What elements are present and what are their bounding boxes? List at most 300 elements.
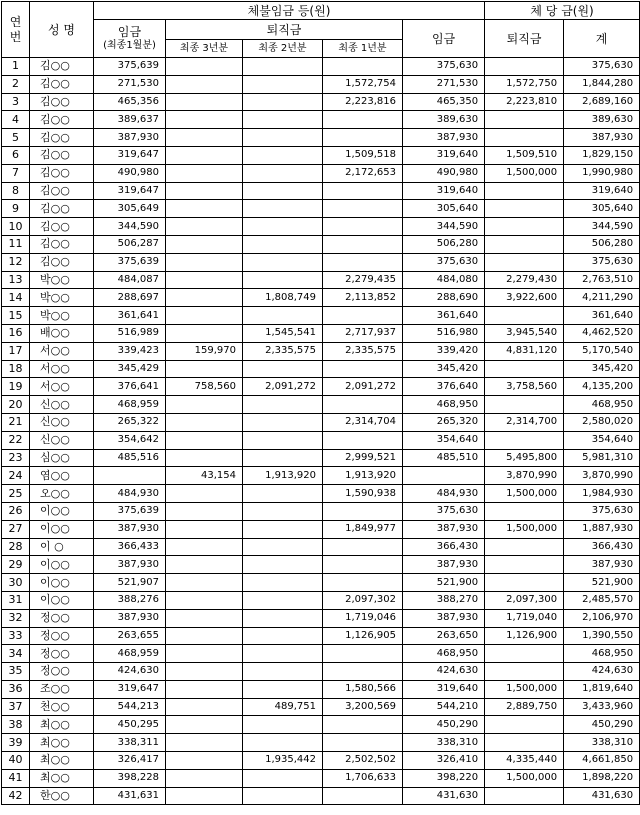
cell-name: 한○○ [30,787,94,805]
cell-paid-total: 345,420 [564,360,640,378]
cell-paid-wage: 375,630 [403,253,485,271]
table-row [2,431,640,449]
cell-sev3 [166,502,243,520]
cell-name: 조○○ [30,680,94,698]
cell-sev1 [323,111,403,129]
cell-sev1 [323,556,403,574]
cell-sev2 [243,307,323,325]
cell-no: 31 [2,591,30,609]
cell-paid-wage: 339,420 [403,342,485,360]
cell-paid-total: 344,590 [564,218,640,236]
cell-paid-wage: 319,640 [403,680,485,698]
cell-paid-wage: 387,930 [403,609,485,627]
cell-paid-total: 521,900 [564,574,640,592]
cell-sev1 [323,502,403,520]
cell-paid-severance [485,200,564,218]
cell-paid-wage: 305,640 [403,200,485,218]
table-row [2,396,640,414]
cell-paid-severance: 1,500,000 [485,520,564,538]
cell-name: 이○○ [30,556,94,574]
cell-paid-severance: 1,126,900 [485,627,564,645]
cell-sev1: 1,913,920 [323,467,403,485]
cell-no: 41 [2,769,30,787]
cell-paid-total: 5,981,310 [564,449,640,467]
cell-name: 김○○ [30,218,94,236]
cell-paid-wage: 375,630 [403,58,485,76]
cell-paid-total: 3,870,990 [564,467,640,485]
cell-sev2 [243,556,323,574]
cell-sev3 [166,93,243,111]
cell-sev2 [243,787,323,805]
cell-wage: 263,655 [94,627,166,645]
cell-paid-wage: 398,220 [403,769,485,787]
cell-paid-wage: 465,350 [403,93,485,111]
cell-wage: 387,930 [94,520,166,538]
cell-name: 이○○ [30,574,94,592]
table-row [2,467,640,485]
table-row [2,342,640,360]
cell-sev3 [166,520,243,538]
cell-paid-total: 2,485,570 [564,591,640,609]
cell-sev3 [166,182,243,200]
cell-paid-total: 450,290 [564,716,640,734]
cell-sev1 [323,431,403,449]
table-row [2,627,640,645]
cell-no: 39 [2,734,30,752]
cell-no: 24 [2,467,30,485]
cell-no: 34 [2,645,30,663]
table-row [2,787,640,805]
cell-sev3 [166,164,243,182]
cell-paid-severance [485,182,564,200]
cell-name: 서○○ [30,360,94,378]
cell-name: 박○○ [30,289,94,307]
col-header-wage: 임금 (최종1월분) [94,20,166,58]
cell-paid-severance: 3,945,540 [485,324,564,342]
cell-sev1: 1,590,938 [323,485,403,503]
cell-paid-wage: 319,640 [403,182,485,200]
cell-no: 40 [2,752,30,770]
cell-no: 32 [2,609,30,627]
cell-no: 16 [2,324,30,342]
cell-sev2: 489,751 [243,698,323,716]
table-row [2,556,640,574]
cell-sev1: 2,091,272 [323,378,403,396]
table-row [2,716,640,734]
cell-paid-severance: 2,279,430 [485,271,564,289]
cell-sev1: 3,200,569 [323,698,403,716]
cell-sev1: 1,580,566 [323,680,403,698]
cell-paid-severance [485,129,564,147]
cell-paid-severance [485,574,564,592]
cell-wage: 338,311 [94,734,166,752]
group-header-paid: 체 당 금(원) [485,2,640,20]
cell-name: 김○○ [30,111,94,129]
col-header-paid-total: 계 [564,20,640,58]
cell-sev2 [243,734,323,752]
cell-no: 33 [2,627,30,645]
cell-paid-total: 375,630 [564,253,640,271]
cell-paid-total: 468,950 [564,396,640,414]
cell-wage: 319,647 [94,182,166,200]
cell-paid-severance [485,538,564,556]
cell-paid-severance [485,360,564,378]
cell-sev1: 2,717,937 [323,324,403,342]
cell-no: 10 [2,218,30,236]
cell-paid-total: 1,898,220 [564,769,640,787]
cell-sev3: 43,154 [166,467,243,485]
cell-sev1: 2,502,502 [323,752,403,770]
table-row [2,734,640,752]
table-row [2,129,640,147]
cell-wage: 345,429 [94,360,166,378]
cell-wage: 431,631 [94,787,166,805]
cell-wage: 424,630 [94,663,166,681]
cell-sev2 [243,645,323,663]
cell-wage: 387,930 [94,609,166,627]
cell-name: 신○○ [30,413,94,431]
cell-sev2 [243,449,323,467]
cell-sev3 [166,787,243,805]
cell-sev2 [243,591,323,609]
cell-sev2: 1,913,920 [243,467,323,485]
cell-sev1 [323,734,403,752]
cell-paid-wage: 516,980 [403,324,485,342]
cell-sev2 [243,164,323,182]
cell-sev3 [166,307,243,325]
cell-sev2: 2,335,575 [243,342,323,360]
cell-sev3 [166,146,243,164]
table-row [2,520,640,538]
cell-sev1: 1,509,518 [323,146,403,164]
cell-sev1 [323,253,403,271]
cell-wage: 544,213 [94,698,166,716]
cell-no: 7 [2,164,30,182]
cell-name: 김○○ [30,235,94,253]
cell-paid-wage [403,467,485,485]
cell-sev2 [243,485,323,503]
cell-wage: 485,516 [94,449,166,467]
cell-name: 정○○ [30,645,94,663]
cell-sev2 [243,58,323,76]
table-row [2,360,640,378]
table-row [2,645,640,663]
cell-name: 박○○ [30,271,94,289]
cell-no: 27 [2,520,30,538]
cell-paid-wage: 544,210 [403,698,485,716]
cell-name: 신○○ [30,431,94,449]
cell-sev3 [166,253,243,271]
cell-sev1 [323,58,403,76]
cell-sev3 [166,324,243,342]
table-row [2,271,640,289]
cell-sev1 [323,787,403,805]
cell-name: 정○○ [30,663,94,681]
cell-no: 5 [2,129,30,147]
cell-sev2 [243,769,323,787]
cell-sev2 [243,431,323,449]
cell-name: 염○○ [30,467,94,485]
cell-sev3 [166,58,243,76]
cell-sev2 [243,182,323,200]
cell-paid-severance: 2,223,810 [485,93,564,111]
cell-no: 22 [2,431,30,449]
cell-sev2 [243,502,323,520]
cell-paid-total: 4,211,290 [564,289,640,307]
cell-no: 25 [2,485,30,503]
col-header-sev1: 최종 1년분 [323,40,403,58]
col-header-no: 연번 [2,2,30,58]
cell-paid-wage: 338,310 [403,734,485,752]
cell-sev3 [166,734,243,752]
cell-wage: 375,639 [94,502,166,520]
cell-paid-wage: 506,280 [403,235,485,253]
cell-paid-total: 375,630 [564,502,640,520]
cell-sev3 [166,360,243,378]
cell-paid-severance [485,253,564,271]
cell-sev3 [166,680,243,698]
cell-name: 박○○ [30,307,94,325]
cell-no: 42 [2,787,30,805]
cell-paid-severance: 2,314,700 [485,413,564,431]
cell-sev3 [166,556,243,574]
col-header-name: 성 명 [30,2,94,58]
cell-paid-wage: 288,690 [403,289,485,307]
cell-no: 30 [2,574,30,592]
cell-sev1: 1,572,754 [323,75,403,93]
cell-sev1 [323,574,403,592]
cell-paid-severance [485,787,564,805]
cell-paid-severance [485,556,564,574]
cell-wage [94,467,166,485]
cell-sev2 [243,146,323,164]
cell-name: 정○○ [30,609,94,627]
cell-name: 최○○ [30,734,94,752]
cell-sev3 [166,431,243,449]
cell-paid-wage: 376,640 [403,378,485,396]
table-row [2,307,640,325]
cell-sev3 [166,698,243,716]
table-row [2,146,640,164]
cell-paid-wage: 326,410 [403,752,485,770]
table-row [2,58,640,76]
table-row [2,591,640,609]
cell-sev1: 2,335,575 [323,342,403,360]
cell-sev1 [323,218,403,236]
cell-wage: 450,295 [94,716,166,734]
cell-paid-wage: 490,980 [403,164,485,182]
cell-sev2 [243,627,323,645]
cell-wage: 516,989 [94,324,166,342]
cell-sev2 [243,716,323,734]
cell-sev1: 2,113,852 [323,289,403,307]
cell-paid-wage: 271,530 [403,75,485,93]
cell-no: 6 [2,146,30,164]
cell-wage: 375,639 [94,58,166,76]
cell-sev2 [243,93,323,111]
cell-no: 2 [2,75,30,93]
cell-sev2: 1,808,749 [243,289,323,307]
cell-sev2 [243,609,323,627]
cell-sev1: 2,279,435 [323,271,403,289]
cell-paid-wage: 345,420 [403,360,485,378]
cell-paid-total: 389,630 [564,111,640,129]
cell-sev2 [243,396,323,414]
cell-sev3 [166,716,243,734]
cell-paid-wage: 319,640 [403,146,485,164]
cell-paid-total: 2,763,510 [564,271,640,289]
cell-name: 천○○ [30,698,94,716]
cell-paid-severance [485,502,564,520]
cell-paid-total: 3,433,960 [564,698,640,716]
cell-sev3: 758,560 [166,378,243,396]
cell-paid-severance [485,307,564,325]
cell-no: 28 [2,538,30,556]
cell-name: 정○○ [30,627,94,645]
cell-sev2: 1,545,541 [243,324,323,342]
cell-no: 17 [2,342,30,360]
cell-wage: 375,639 [94,253,166,271]
cell-wage: 387,930 [94,556,166,574]
cell-sev3 [166,485,243,503]
cell-sev2 [243,538,323,556]
cell-wage: 376,641 [94,378,166,396]
cell-paid-severance: 4,335,440 [485,752,564,770]
cell-paid-total: 1,984,930 [564,485,640,503]
cell-sev2 [243,271,323,289]
table-row [2,609,640,627]
cell-paid-severance: 1,500,000 [485,164,564,182]
cell-sev3 [166,609,243,627]
cell-paid-total: 1,819,640 [564,680,640,698]
cell-sev2 [243,218,323,236]
cell-paid-severance: 3,922,600 [485,289,564,307]
cell-wage: 389,637 [94,111,166,129]
cell-paid-severance [485,734,564,752]
table-row [2,538,640,556]
cell-name: 이 ○ [30,538,94,556]
table-row [2,574,640,592]
cell-paid-severance [485,663,564,681]
cell-paid-total: 354,640 [564,431,640,449]
cell-paid-wage: 354,640 [403,431,485,449]
cell-sev1: 2,097,302 [323,591,403,609]
cell-name: 김○○ [30,182,94,200]
cell-paid-severance: 3,870,990 [485,467,564,485]
cell-paid-total: 4,462,520 [564,324,640,342]
cell-sev1: 2,999,521 [323,449,403,467]
cell-paid-wage: 387,930 [403,556,485,574]
cell-sev2 [243,360,323,378]
cell-paid-wage: 387,930 [403,129,485,147]
cell-paid-wage: 485,510 [403,449,485,467]
cell-paid-wage: 366,430 [403,538,485,556]
table-row [2,752,640,770]
cell-no: 21 [2,413,30,431]
cell-paid-severance [485,645,564,663]
table-row [2,289,640,307]
cell-name: 김○○ [30,200,94,218]
cell-sev3 [166,396,243,414]
cell-sev1 [323,307,403,325]
cell-name: 김○○ [30,146,94,164]
cell-name: 이○○ [30,520,94,538]
cell-paid-total: 1,390,550 [564,627,640,645]
cell-sev2 [243,111,323,129]
table-row [2,663,640,681]
cell-sev2: 1,935,442 [243,752,323,770]
cell-sev1: 2,172,653 [323,164,403,182]
cell-paid-severance: 3,758,560 [485,378,564,396]
cell-name: 김○○ [30,129,94,147]
group-header-severance: 퇴직금 [166,20,403,40]
table-row [2,413,640,431]
cell-paid-total: 361,640 [564,307,640,325]
cell-sev3 [166,271,243,289]
cell-sev3 [166,591,243,609]
cell-sev3 [166,627,243,645]
cell-paid-severance [485,58,564,76]
cell-name: 김○○ [30,253,94,271]
cell-sev2 [243,413,323,431]
table-row [2,182,640,200]
cell-sev2 [243,574,323,592]
cell-wage: 319,647 [94,146,166,164]
cell-paid-wage: 361,640 [403,307,485,325]
cell-name: 최○○ [30,716,94,734]
cell-sev1 [323,716,403,734]
cell-no: 14 [2,289,30,307]
cell-paid-total: 1,990,980 [564,164,640,182]
cell-sev3 [166,574,243,592]
table-row [2,698,640,716]
cell-sev3 [166,413,243,431]
cell-no: 19 [2,378,30,396]
cell-wage: 319,647 [94,680,166,698]
cell-paid-severance: 1,500,000 [485,485,564,503]
cell-sev1 [323,663,403,681]
cell-sev1: 1,706,633 [323,769,403,787]
table-row [2,200,640,218]
cell-no: 38 [2,716,30,734]
cell-no: 4 [2,111,30,129]
cell-sev2 [243,253,323,271]
cell-paid-severance: 2,097,300 [485,591,564,609]
cell-sev1: 1,849,977 [323,520,403,538]
cell-paid-total: 387,930 [564,556,640,574]
cell-no: 15 [2,307,30,325]
table-row [2,164,640,182]
cell-paid-wage: 344,590 [403,218,485,236]
cell-paid-total: 4,661,850 [564,752,640,770]
cell-paid-total: 387,930 [564,129,640,147]
cell-no: 26 [2,502,30,520]
table-body [2,58,640,805]
cell-paid-severance: 1,509,510 [485,146,564,164]
cell-sev3 [166,218,243,236]
cell-paid-total: 468,950 [564,645,640,663]
cell-paid-wage: 450,290 [403,716,485,734]
cell-wage: 271,530 [94,75,166,93]
cell-no: 23 [2,449,30,467]
cell-paid-wage: 521,900 [403,574,485,592]
cell-wage: 361,641 [94,307,166,325]
cell-paid-total: 1,887,930 [564,520,640,538]
cell-no: 11 [2,235,30,253]
cell-sev3 [166,129,243,147]
cell-paid-severance [485,111,564,129]
cell-paid-wage: 468,950 [403,396,485,414]
